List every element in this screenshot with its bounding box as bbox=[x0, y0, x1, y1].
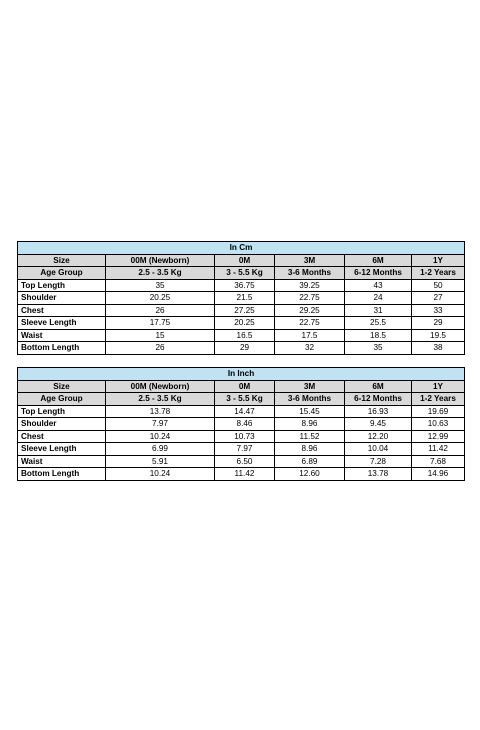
table-row bbox=[18, 279, 465, 292]
age-cell: 2.5 - 3.5 Kg bbox=[106, 393, 215, 406]
size-cell: 6M bbox=[345, 254, 412, 267]
value-cell: 31 bbox=[345, 304, 412, 317]
value-cell: 5.91 bbox=[106, 455, 215, 468]
table-row bbox=[18, 317, 465, 330]
value-cell: 8.96 bbox=[275, 418, 345, 431]
value-cell: 11.42 bbox=[215, 468, 275, 481]
value-cell: 6.99 bbox=[106, 443, 215, 456]
value-cell: 29 bbox=[412, 317, 465, 330]
size-cell: 0M bbox=[215, 254, 275, 267]
row-label: Bottom Length bbox=[18, 342, 106, 355]
value-cell: 9.45 bbox=[345, 418, 412, 431]
table-row bbox=[18, 405, 465, 418]
value-cell: 12.20 bbox=[345, 430, 412, 443]
value-cell: 50 bbox=[412, 279, 465, 292]
value-cell: 27 bbox=[412, 292, 465, 305]
size-row bbox=[18, 380, 465, 393]
table-row bbox=[18, 455, 465, 468]
value-cell: 11.52 bbox=[275, 430, 345, 443]
value-cell: 33 bbox=[412, 304, 465, 317]
table-row bbox=[18, 342, 465, 355]
age-cell: 6-12 Months bbox=[345, 267, 412, 280]
table-row bbox=[18, 418, 465, 431]
age-group-label: Age Group bbox=[18, 393, 106, 406]
value-cell: 10.24 bbox=[106, 430, 215, 443]
unit-row bbox=[18, 242, 465, 255]
unit-header: In Cm bbox=[18, 242, 465, 255]
value-cell: 19.5 bbox=[412, 329, 465, 342]
row-label: Sleeve Length bbox=[18, 443, 106, 456]
value-cell: 8.46 bbox=[215, 418, 275, 431]
value-cell: 29.25 bbox=[275, 304, 345, 317]
value-cell: 16.5 bbox=[215, 329, 275, 342]
table-row bbox=[18, 292, 465, 305]
value-cell: 6.89 bbox=[275, 455, 345, 468]
value-cell: 10.63 bbox=[412, 418, 465, 431]
row-label: Shoulder bbox=[18, 418, 106, 431]
value-cell: 7.68 bbox=[412, 455, 465, 468]
value-cell: 25.5 bbox=[345, 317, 412, 330]
value-cell: 20.25 bbox=[215, 317, 275, 330]
unit-header: In Inch bbox=[18, 368, 465, 381]
value-cell: 7.97 bbox=[215, 443, 275, 456]
value-cell: 32 bbox=[275, 342, 345, 355]
size-label: Size bbox=[18, 254, 106, 267]
age-cell: 3 - 5.5 Kg bbox=[215, 267, 275, 280]
value-cell: 26 bbox=[106, 304, 215, 317]
age-cell: 3-6 Months bbox=[275, 267, 345, 280]
value-cell: 14.47 bbox=[215, 405, 275, 418]
value-cell: 16.93 bbox=[345, 405, 412, 418]
value-cell: 10.04 bbox=[345, 443, 412, 456]
row-label: Waist bbox=[18, 455, 106, 468]
table-row bbox=[18, 430, 465, 443]
row-label: Sleeve Length bbox=[18, 317, 106, 330]
value-cell: 24 bbox=[345, 292, 412, 305]
row-label: Waist bbox=[18, 329, 106, 342]
value-cell: 8.96 bbox=[275, 443, 345, 456]
value-cell: 35 bbox=[106, 279, 215, 292]
value-cell: 18.5 bbox=[345, 329, 412, 342]
value-cell: 29 bbox=[215, 342, 275, 355]
row-label: Shoulder bbox=[18, 292, 106, 305]
value-cell: 38 bbox=[412, 342, 465, 355]
size-label: Size bbox=[18, 380, 106, 393]
age-cell: 1-2 Years bbox=[412, 393, 465, 406]
size-cell: 3M bbox=[275, 254, 345, 267]
age-cell: 3 - 5.5 Kg bbox=[215, 393, 275, 406]
row-label: Top Length bbox=[18, 405, 106, 418]
value-cell: 19.69 bbox=[412, 405, 465, 418]
age-cell: 2.5 - 3.5 Kg bbox=[106, 267, 215, 280]
unit-row bbox=[18, 368, 465, 381]
value-cell: 13.78 bbox=[345, 468, 412, 481]
value-cell: 10.24 bbox=[106, 468, 215, 481]
value-cell: 10.73 bbox=[215, 430, 275, 443]
value-cell: 12.99 bbox=[412, 430, 465, 443]
age-group-row bbox=[18, 267, 465, 280]
age-group-row bbox=[18, 393, 465, 406]
size-chart-table-inch bbox=[17, 367, 465, 481]
row-label: Chest bbox=[18, 304, 106, 317]
age-cell: 1-2 Years bbox=[412, 267, 465, 280]
value-cell: 17.5 bbox=[275, 329, 345, 342]
size-cell: 6M bbox=[345, 380, 412, 393]
value-cell: 15.45 bbox=[275, 405, 345, 418]
value-cell: 26 bbox=[106, 342, 215, 355]
row-label: Bottom Length bbox=[18, 468, 106, 481]
value-cell: 12.60 bbox=[275, 468, 345, 481]
value-cell: 35 bbox=[345, 342, 412, 355]
age-cell: 3-6 Months bbox=[275, 393, 345, 406]
age-cell: 6-12 Months bbox=[345, 393, 412, 406]
value-cell: 36.75 bbox=[215, 279, 275, 292]
value-cell: 7.97 bbox=[106, 418, 215, 431]
size-cell: 0M bbox=[215, 380, 275, 393]
size-cell: 00M (Newborn) bbox=[106, 380, 215, 393]
size-cell: 1Y bbox=[412, 380, 465, 393]
value-cell: 43 bbox=[345, 279, 412, 292]
table-row bbox=[18, 468, 465, 481]
table-row bbox=[18, 304, 465, 317]
size-cell: 3M bbox=[275, 380, 345, 393]
value-cell: 39.25 bbox=[275, 279, 345, 292]
value-cell: 22.75 bbox=[275, 317, 345, 330]
value-cell: 13.78 bbox=[106, 405, 215, 418]
value-cell: 22.75 bbox=[275, 292, 345, 305]
value-cell: 6.50 bbox=[215, 455, 275, 468]
value-cell: 14.96 bbox=[412, 468, 465, 481]
age-group-label: Age Group bbox=[18, 267, 106, 280]
value-cell: 15 bbox=[106, 329, 215, 342]
value-cell: 11.42 bbox=[412, 443, 465, 456]
size-chart-table-cm bbox=[17, 241, 465, 355]
row-label: Chest bbox=[18, 430, 106, 443]
row-label: Top Length bbox=[18, 279, 106, 292]
value-cell: 27.25 bbox=[215, 304, 275, 317]
value-cell: 17.75 bbox=[106, 317, 215, 330]
table-row bbox=[18, 329, 465, 342]
value-cell: 7.28 bbox=[345, 455, 412, 468]
value-cell: 21.5 bbox=[215, 292, 275, 305]
table-row bbox=[18, 443, 465, 456]
size-row bbox=[18, 254, 465, 267]
size-cell: 00M (Newborn) bbox=[106, 254, 215, 267]
size-cell: 1Y bbox=[412, 254, 465, 267]
value-cell: 20.25 bbox=[106, 292, 215, 305]
